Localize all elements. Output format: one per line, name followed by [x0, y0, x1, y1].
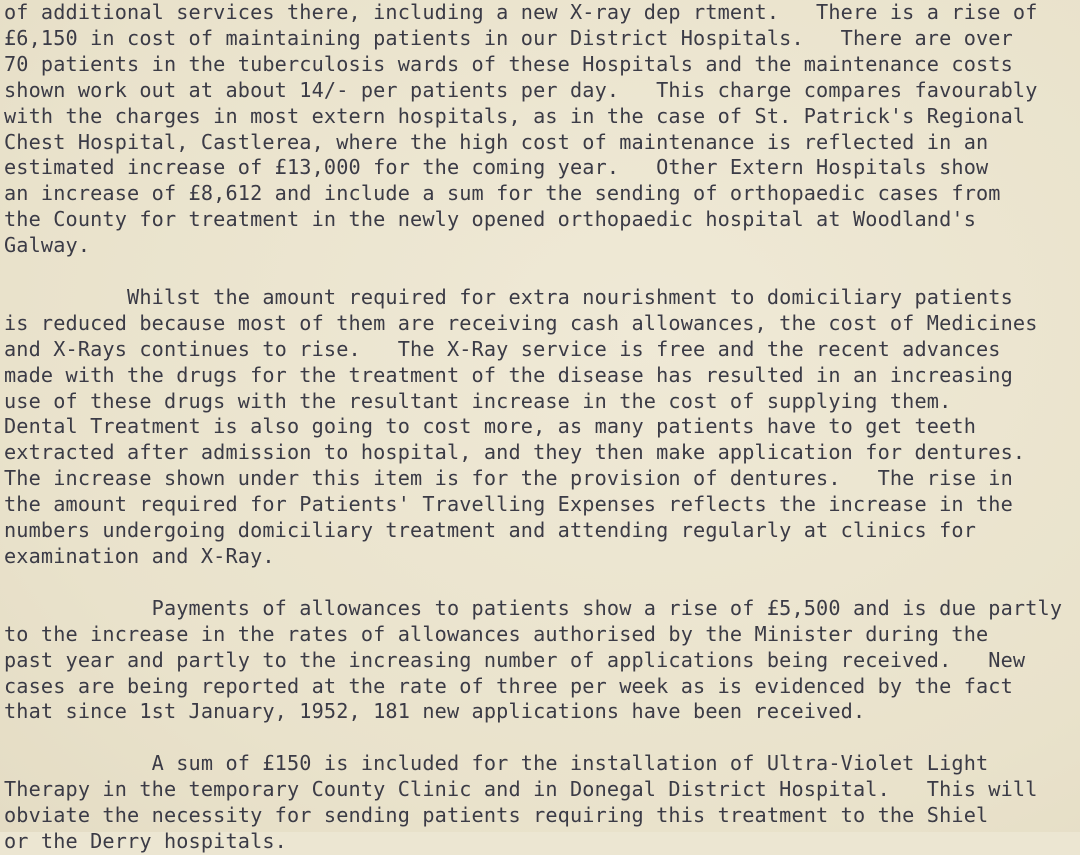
text-line: examination and X-Ray. [4, 544, 275, 569]
text-line: Therapy in the temporary County Clinic and in Donegal District Hospital. This will [4, 777, 1038, 802]
text-line: the County for treatment in the newly opened orthopaedic hospital at Woodland's [4, 207, 977, 232]
text-line: an increase of £8,612 and include a sum for the sending of orthopaedic cases from [4, 181, 1001, 206]
text-line: obviate the necessity for sending patients requiring this treatment to the Shiel [4, 803, 989, 828]
paragraph-gap [4, 259, 1080, 285]
paragraph-4 [4, 751, 1080, 855]
text-line: £6,150 in cost of maintaining patients in our District Hospitals. There are over [4, 25, 1013, 50]
text-line: Chest Hospital, Castlerea, where the high cost of maintenance is reflected in an [4, 129, 989, 154]
text-line: Galway. [4, 233, 91, 258]
text-line: the amount required for Patients' Travelling Expenses reflects the increase in the [4, 492, 1013, 517]
text-line: and X-Rays continues to rise. The X-Ray service is free and the recent advances [4, 336, 1001, 361]
paragraph-gap [4, 570, 1080, 596]
text-line: past year and partly to the increasing number of applications being received. New [4, 647, 1026, 672]
text-line: 70 patients in the tuberculosis wards of these Hospitals and the maintenance costs [4, 51, 1013, 76]
text-line: The increase shown under this item is for the provision of dentures. The rise in [4, 466, 1013, 491]
text-line: that since 1st January, 1952, 181 new applications have been received. [4, 699, 866, 724]
text-line: extracted after admission to hospital, and they then make application for dentures. [4, 440, 1026, 465]
text-line: with the charges in most extern hospitals, as in the case of St. Patrick's Regional [4, 103, 1026, 128]
text-line: is reduced because most of them are receiving cash allowances, the cost of Medicines [4, 310, 1038, 335]
text-line: estimated increase of £13,000 for the coming year. Other Extern Hospitals show [4, 155, 989, 180]
paragraph-1 [4, 0, 1080, 259]
text-line: cases are being reported at the rate of three per week as is evidenced by the fact [4, 673, 1013, 698]
text-line: Payments of allowances to patients show a rise of £5,500 and is due partly [4, 595, 1063, 620]
text-line: use of these drugs with the resultant increase in the cost of supplying them. [4, 388, 952, 413]
text-line: or the Derry hospitals. [4, 828, 287, 853]
paragraph-3 [4, 596, 1080, 726]
text-line: numbers undergoing domiciliary treatment and attending regularly at clinics for [4, 518, 977, 543]
text-line: A sum of £150 is included for the installation of Ultra-Violet Light [4, 751, 989, 776]
text-line: of additional services there, including a new X-ray dep rtment. There is a rise of [4, 0, 1038, 24]
document-body [4, 0, 1080, 855]
paragraph-2 [4, 285, 1080, 570]
text-line: shown work out at about 14/- per patients per day. This charge compares favourably [4, 77, 1038, 102]
text-line: Whilst the amount required for extra nourishment to domiciliary patients [4, 284, 1013, 309]
text-line: Dental Treatment is also going to cost more, as many patients have to get teeth [4, 414, 977, 439]
text-line: to the increase in the rates of allowances authorised by the Minister during the [4, 621, 989, 646]
paragraph-gap [4, 725, 1080, 751]
text-line: made with the drugs for the treatment of the disease has resulted in an increasing [4, 362, 1013, 387]
